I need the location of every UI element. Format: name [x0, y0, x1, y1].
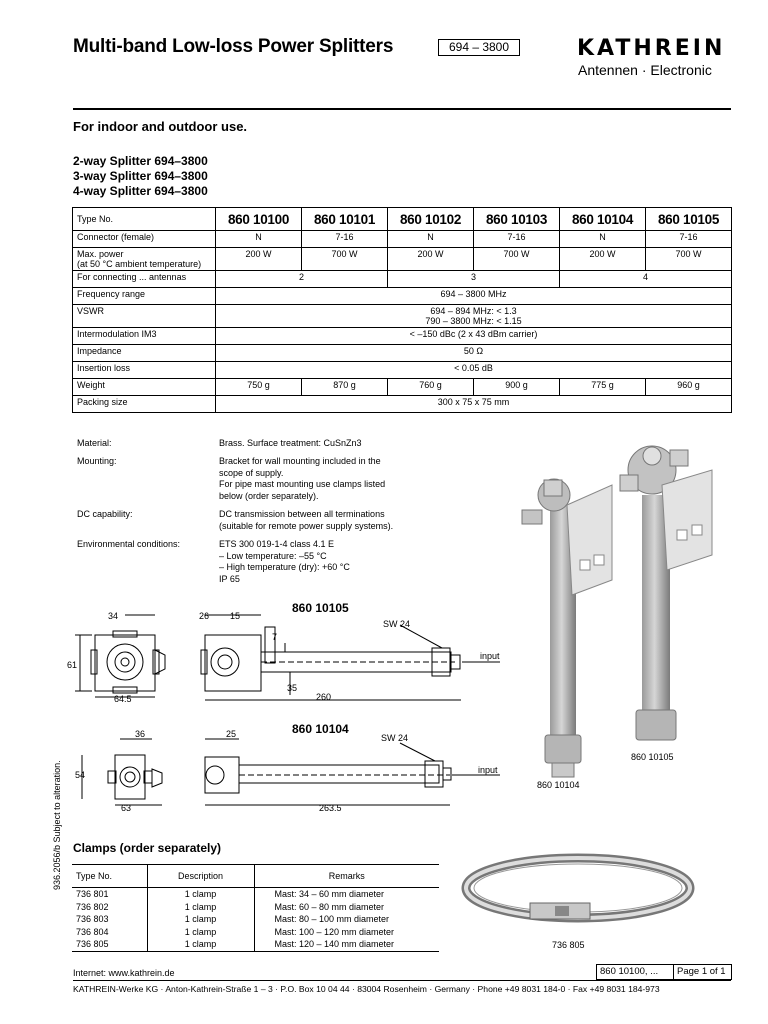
document-reference: 936.2056/b Subject to alteration.	[52, 760, 62, 890]
table-row	[72, 913, 439, 926]
splitter-860-10104-photo	[522, 479, 612, 777]
spec-table	[72, 207, 732, 413]
power-value: 700 W	[302, 248, 388, 271]
property-value	[219, 456, 434, 502]
clamp-remarks: Mast: 100 – 120 mm diameter	[254, 926, 439, 939]
connector-value: N	[388, 231, 474, 248]
im3-label: Intermodulation IM3	[73, 328, 216, 345]
clamp-photo	[460, 848, 696, 938]
page-title: Multi-band Low-loss Power Splitters	[73, 36, 394, 57]
dim-label: 54	[75, 770, 86, 780]
property-line: IP 65	[219, 573, 240, 584]
connector-value: 7-16	[474, 231, 560, 248]
frequency-value: 694 – 3800 MHz	[216, 288, 732, 305]
kathrein-logo: KATHREIN	[577, 36, 726, 61]
type-number: 860 10101	[302, 208, 388, 231]
page-box-divider	[673, 965, 674, 979]
clamp-remarks: Mast: 34 – 60 mm diameter	[254, 888, 439, 901]
property-label: Environmental conditions:	[77, 539, 181, 549]
vswr-line: 694 – 894 MHz: < 1.3	[430, 306, 517, 316]
weight-value: 760 g	[388, 379, 474, 396]
photo-label: 860 10105	[631, 752, 674, 762]
type-number: 860 10100	[216, 208, 302, 231]
drawing-title: 860 10105	[292, 601, 349, 615]
table-row	[73, 231, 732, 248]
type-number: 860 10104	[560, 208, 646, 231]
vswr-label: VSWR	[73, 305, 216, 328]
clamps-table	[72, 864, 439, 952]
impedance-value: 50 Ω	[216, 345, 732, 362]
photo-label: 860 10104	[537, 780, 580, 790]
dim-label: 64.5	[114, 694, 132, 704]
power-label-sub: (at 50 °C ambient temperature)	[77, 259, 202, 269]
table-row	[73, 328, 732, 345]
wrench-size-label: SW 24	[381, 733, 409, 743]
dim-label: 34	[108, 611, 119, 621]
page-number: Page 1 of 1	[677, 966, 726, 977]
property-line: DC transmission between all terminations	[219, 509, 385, 519]
antennas-value: 2	[216, 271, 388, 288]
vswr-line: 790 – 3800 MHz: < 1.15	[425, 316, 522, 326]
vswr-value	[216, 305, 732, 328]
power-value: 200 W	[560, 248, 646, 271]
property-value	[219, 438, 434, 450]
logo-subtitle: Antennen · Electronic	[578, 62, 712, 78]
property-line: Brass. Surface treatment: CuSnZn3	[219, 438, 362, 448]
impedance-label: Impedance	[73, 345, 216, 362]
property-line: (suitable for remote power supply systems).	[219, 520, 394, 531]
clamp-type: 736 804	[76, 926, 109, 937]
table-row	[73, 288, 732, 305]
antennas-value: 4	[560, 271, 732, 288]
antennas-label: For connecting ... antennas	[73, 271, 216, 288]
property-line: For pipe mast mounting use clamps listed	[219, 479, 386, 489]
dim-label: 35	[287, 683, 298, 693]
table-row	[73, 271, 732, 288]
clamp-remarks: Mast: 80 – 100 mm diameter	[254, 913, 439, 926]
power-value: 200 W	[388, 248, 474, 271]
property-label: Material:	[77, 438, 112, 448]
input-label: input	[478, 765, 498, 775]
type-label: Type No.	[73, 208, 216, 231]
insertion-loss-value: < 0.05 dB	[216, 362, 732, 379]
page-reference-box	[596, 964, 732, 980]
photo-label: 736 805	[552, 940, 585, 950]
weight-value: 960 g	[646, 379, 732, 396]
weight-value: 775 g	[560, 379, 646, 396]
dim-label: 63	[121, 803, 132, 813]
dim-label: 260	[316, 692, 332, 702]
weight-value: 750 g	[216, 379, 302, 396]
dim-label: 25	[226, 729, 237, 739]
clamp-remarks: Mast: 60 – 80 mm diameter	[254, 901, 439, 914]
property-line: below (order separately).	[219, 490, 319, 501]
table-row	[73, 362, 732, 379]
table-row	[73, 208, 732, 231]
usage-note: For indoor and outdoor use.	[73, 119, 248, 134]
property-label: DC capability:	[77, 509, 133, 519]
type-number: 860 10102	[388, 208, 474, 231]
type-number: 860 10103	[474, 208, 560, 231]
clamp-type: 736 805	[72, 938, 147, 951]
clamp-description: 1 clamp	[147, 938, 254, 951]
property-line: – High temperature (dry): +60 °C	[219, 562, 350, 572]
company-address: KATHREIN-Werke KG · Anton-Kathrein-Straße 1 – 3 · P.O. Box 10 04 44 · 83004 Rosenheim · Germany · Phone +49 8031 184-0 · Fax +49 8031 184-973	[73, 984, 660, 994]
clamp-type: 736 803	[76, 914, 109, 925]
clamp-description: 1 clamp	[147, 913, 254, 926]
clamp-description: 1 clamp	[147, 901, 254, 914]
weight-value: 900 g	[474, 379, 560, 396]
input-label: input	[480, 651, 500, 661]
column-header: Description	[147, 865, 254, 888]
weight-label: Weight	[73, 379, 216, 396]
splitter-860-10105-photo	[620, 446, 712, 740]
property-value	[219, 539, 434, 585]
im3-value: < –150 dBc (2 x 43 dBm carrier)	[216, 328, 732, 345]
dim-label: 15	[230, 611, 241, 621]
table-row	[73, 248, 732, 271]
connector-value: N	[560, 231, 646, 248]
wrench-size-label: SW 24	[383, 619, 411, 629]
power-value: 700 W	[474, 248, 560, 271]
header-divider	[73, 108, 731, 110]
power-value: 200 W	[216, 248, 302, 271]
property-line: Bracket for wall mounting included in the	[219, 456, 381, 466]
packing-value: 300 x 75 x 75 mm	[216, 396, 732, 413]
insertion-loss-label: Insertion loss	[73, 362, 216, 379]
product-photo	[512, 430, 742, 800]
table-row	[73, 345, 732, 362]
table-row	[72, 901, 439, 914]
type-number: 860 10105	[646, 208, 732, 231]
antennas-value: 3	[388, 271, 560, 288]
power-value: 700 W	[646, 248, 732, 271]
dim-label: 263.5	[319, 803, 342, 813]
clamp-description: 1 clamp	[147, 888, 254, 901]
connector-value: 7-16	[646, 231, 732, 248]
connector-label: Connector (female)	[73, 231, 216, 248]
page-ref: 860 10100, ...	[600, 966, 659, 977]
table-row	[73, 305, 732, 328]
dim-label: 61	[67, 660, 78, 670]
table-row	[72, 938, 439, 951]
variant-2way: 2-way Splitter 694–3800	[73, 154, 208, 168]
footer-divider	[73, 980, 731, 981]
table-header-row	[72, 865, 439, 888]
power-label	[73, 248, 216, 271]
property-label: Mounting:	[77, 456, 117, 466]
variant-4way: 4-way Splitter 694–3800	[73, 184, 208, 198]
frequency-label: Frequency range	[73, 288, 216, 305]
property-value	[219, 509, 434, 532]
clamp-type: 736 801	[76, 889, 109, 900]
table-row	[73, 396, 732, 413]
drawing-title: 860 10104	[292, 722, 349, 736]
frequency-range-badge: 694 – 3800	[438, 39, 520, 56]
power-label-main: Max. power	[77, 249, 124, 259]
property-line: scope of supply.	[219, 467, 284, 478]
column-header: Remarks	[254, 865, 439, 888]
clamp-type: 736 802	[76, 901, 109, 912]
clamps-heading: Clamps (order separately)	[73, 841, 222, 855]
clamp-remarks: Mast: 120 – 140 mm diameter	[254, 938, 439, 951]
weight-value: 870 g	[302, 379, 388, 396]
dim-label: 36	[135, 729, 146, 739]
property-line: ETS 300 019-1-4 class 4.1 E	[219, 539, 335, 549]
variant-3way: 3-way Splitter 694–3800	[73, 169, 208, 183]
clamp-description: 1 clamp	[147, 926, 254, 939]
variant-list	[73, 154, 208, 199]
technical-drawing-860-10105	[70, 605, 510, 715]
table-row	[72, 888, 439, 901]
connector-value: N	[216, 231, 302, 248]
column-header: Type No.	[72, 865, 147, 888]
connector-value: 7-16	[302, 231, 388, 248]
table-row	[72, 926, 439, 939]
table-row	[73, 379, 732, 396]
website-link[interactable]: Internet: www.kathrein.de	[73, 968, 175, 978]
dim-label: 26	[199, 611, 210, 621]
property-line: – Low temperature: –55 °C	[219, 550, 327, 561]
packing-label: Packing size	[73, 396, 216, 413]
dim-label: 7	[272, 632, 278, 642]
